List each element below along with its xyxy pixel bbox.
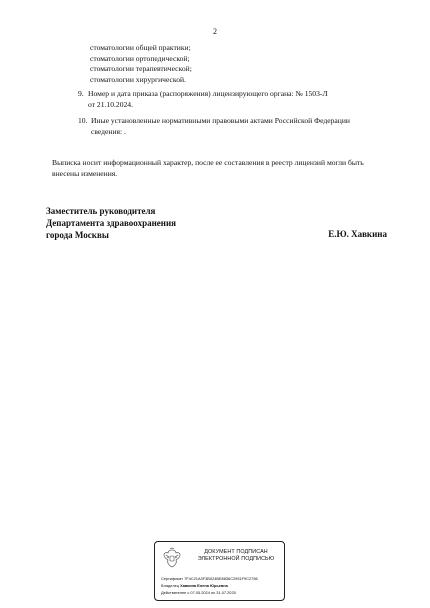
service-item: стоматологии ортопедической; [90,53,190,63]
stamp-certificate [161,576,258,581]
signer-line: Заместитель руководителя [46,206,156,216]
cert-value: 7F4C21A3F3B024BE8836C2951F9C2756 [184,576,258,581]
service-item: стоматологии общей практики; [90,43,191,52]
item-text-cont: сведения: . [91,126,126,136]
signer-line: города Москвы [46,230,109,241]
services-list [90,43,192,85]
page-number: 2 [213,27,217,36]
cert-label: Сертификат [161,576,184,581]
signer-line: Департамента здравоохранения [46,218,177,229]
owner-value: Хавкина Елена Юрьевна [180,583,228,588]
stamp-validity: Действителен с 07.05.2024 по 31.07.2025 [161,590,236,595]
item-number: 9. [78,89,84,98]
owner-label: Владелец [161,583,179,588]
service-item: стоматологии терапевтической; [90,64,192,74]
item-number: 10. [78,116,88,125]
item-text: Иные установленные нормативными правовыми актами Российской Федерации [91,116,350,125]
signer-name: Е.Ю. Хавкина [328,229,387,239]
notice-line: Выписка носит информационный характер, после ее составления в реестр лицензий могли быть [52,158,364,167]
e-signature-stamp [154,541,285,601]
notice-line: внесены изменения. [52,168,118,178]
item-text-cont: от 21.10.2024. [88,99,133,109]
item-9 [78,89,378,110]
item-text: Номер и дата приказа (распоряжения) лицензирующего органа: № 1503-Л [88,89,328,98]
item-10 [78,116,378,137]
stamp-owner [161,583,228,588]
service-item: стоматологии хирургической. [90,74,186,84]
stamp-title-line: ДОКУМЕНТ ПОДПИСАН [204,549,268,555]
coat-of-arms-icon [161,547,183,569]
notice-paragraph [52,158,382,179]
stamp-title [191,549,281,563]
stamp-title-line: ЭЛЕКТРОННОЙ ПОДПИСЬЮ [197,556,275,562]
